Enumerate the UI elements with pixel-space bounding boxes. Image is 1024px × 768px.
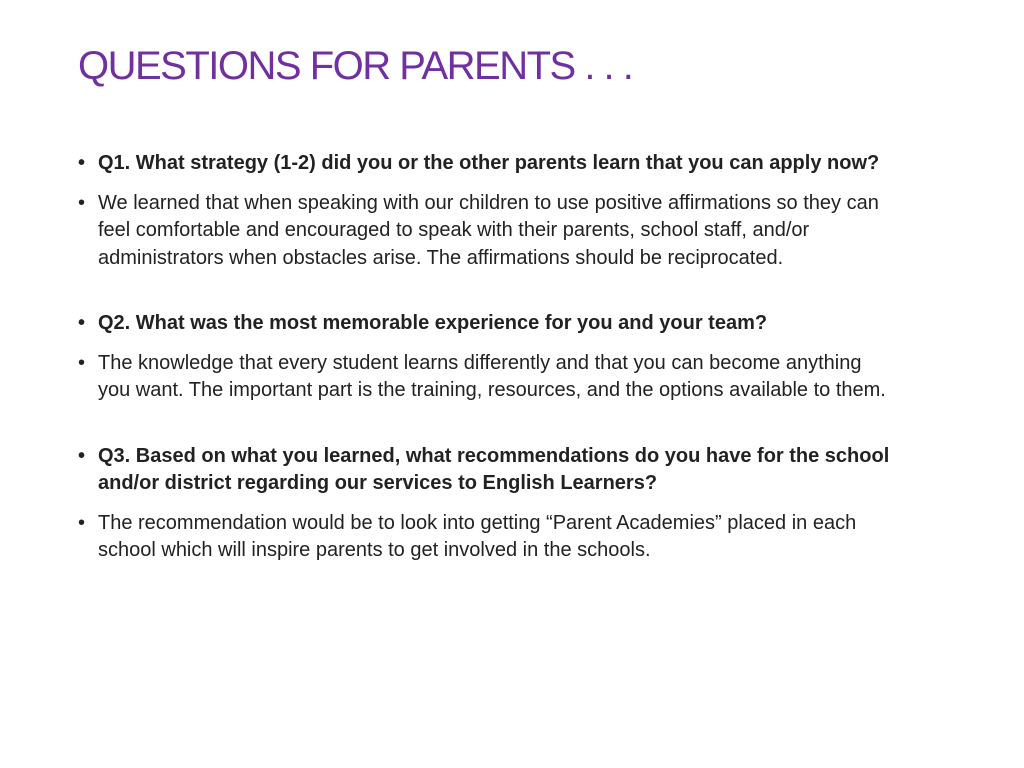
question-q1: • Q1. What strategy (1-2) did you or the other parents learn that you can apply now? — [76, 150, 896, 178]
answer-q2: • The knowledge that every student learns differently and that you can become anything you want. The important part is the training, resources, and the options available to them. — [76, 350, 896, 405]
answer-q3: • The recommendation would be to look into getting “Parent Academies” placed in each school which will inspire parents to get involved in the schools. — [76, 510, 896, 565]
question-q3: • Q3. Based on what you learned, what recommendations do you have for the school and/or district regarding our services to English Learners? — [76, 443, 896, 498]
slide-title: QUESTIONS FOR PARENTS . . . — [78, 44, 633, 88]
bullet-list — [76, 150, 896, 577]
question-q2: • Q2. What was the most memorable experience for you and your team? — [76, 310, 896, 338]
answer-q1: • We learned that when speaking with our children to use positive affirmations so they can feel comfortable and encouraged to speak with their parents, school staff, and/or administrators when obstacles arise. The affirmations should be reciprocated. — [76, 190, 896, 273]
